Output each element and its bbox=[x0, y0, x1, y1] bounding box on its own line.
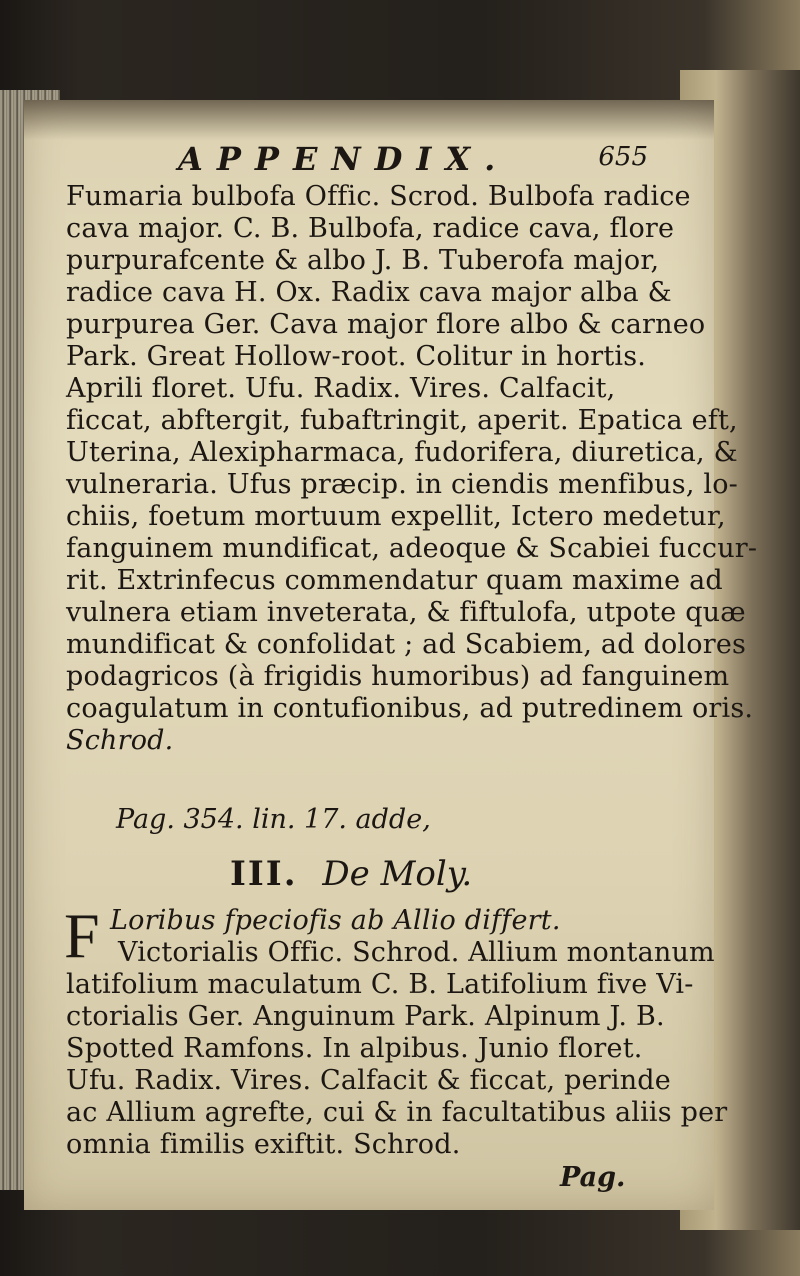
running-head: APPENDIX. bbox=[178, 140, 510, 178]
text-line: podagricos (à frigidis humoribus) ad fanguinem bbox=[66, 661, 730, 692]
text-line: purpurafcente & albo J. B. Tuberofa major, bbox=[66, 245, 660, 276]
text-line: Park. Great Hollow-root. Colitur in hortis. bbox=[66, 341, 647, 372]
text-line: Schrod. bbox=[66, 725, 174, 756]
section-title bbox=[230, 854, 472, 894]
text-line: Victorialis Offic. Schrod. Allium montanum bbox=[118, 937, 715, 968]
text-line: mundificat & confolidat ; ad Scabiem, ad dolores bbox=[66, 629, 747, 660]
entry-moly bbox=[0, 80, 800, 1276]
text-line: coagulatum in contufionibus, ad putredinem oris. bbox=[66, 693, 754, 724]
text-line: ac Allium agrefte, cui & in facultatibus aliis per bbox=[66, 1097, 728, 1128]
text-line: Uterina, Alexipharmaca, fudorifera, diuretica, & bbox=[66, 437, 738, 468]
text-line: ctorialis Ger. Anguinum Park. Alpinum J. B. bbox=[66, 1001, 665, 1032]
text-line: latifolium maculatum C. B. Latifolium five Vi- bbox=[66, 969, 694, 1000]
text-line: vulnera etiam inveterata, & fiftulofa, utpote quæ bbox=[66, 597, 746, 628]
text-line: Aprili floret. Ufu. Radix. Vires. Calfacit, bbox=[66, 373, 616, 404]
text-line: Loribus fpeciofis ab Allio differt. bbox=[110, 905, 561, 936]
section-title-numeral: III. bbox=[230, 854, 298, 894]
text-line: chiis, foetum mortuum expellit, Ictero medetur, bbox=[66, 501, 726, 532]
text-line: omnia fimilis exiftit. Schrod. bbox=[66, 1129, 461, 1160]
page-number: 655 bbox=[598, 142, 648, 172]
text-line: Ufu. Radix. Vires. Calfacit & ficcat, perinde bbox=[66, 1065, 671, 1096]
text-line: radice cava H. Ox. Radix cava major alba & bbox=[66, 277, 672, 308]
text-line: cava major. C. B. Bulbofa, radice cava, flore bbox=[66, 213, 675, 244]
section-title-text: De Moly. bbox=[322, 854, 473, 894]
text-line: vulneraria. Ufus præcip. in ciendis menfibus, lo- bbox=[66, 469, 738, 500]
text-line: fanguinem mundificat, adeoque & Scabiei fuccur- bbox=[66, 533, 758, 564]
drop-capital: F bbox=[64, 900, 100, 971]
text-line: Fumaria bulbofa Offic. Scrod. Bulbofa radice bbox=[66, 181, 691, 212]
text-line: Spotted Ramfons. In alpibus. Junio floret. bbox=[66, 1033, 643, 1064]
text-line: rit. Extrinfecus commendatur quam maxime ad bbox=[66, 565, 723, 596]
text-line: ficcat, abftergit, fubaftringit, aperit. Epatica eft, bbox=[66, 405, 738, 436]
section-reference: Pag. 354. lin. 17. adde, bbox=[116, 804, 431, 835]
text-line: purpurea Ger. Cava major flore albo & carneo bbox=[66, 309, 706, 340]
catchword: Pag. bbox=[560, 1162, 626, 1193]
